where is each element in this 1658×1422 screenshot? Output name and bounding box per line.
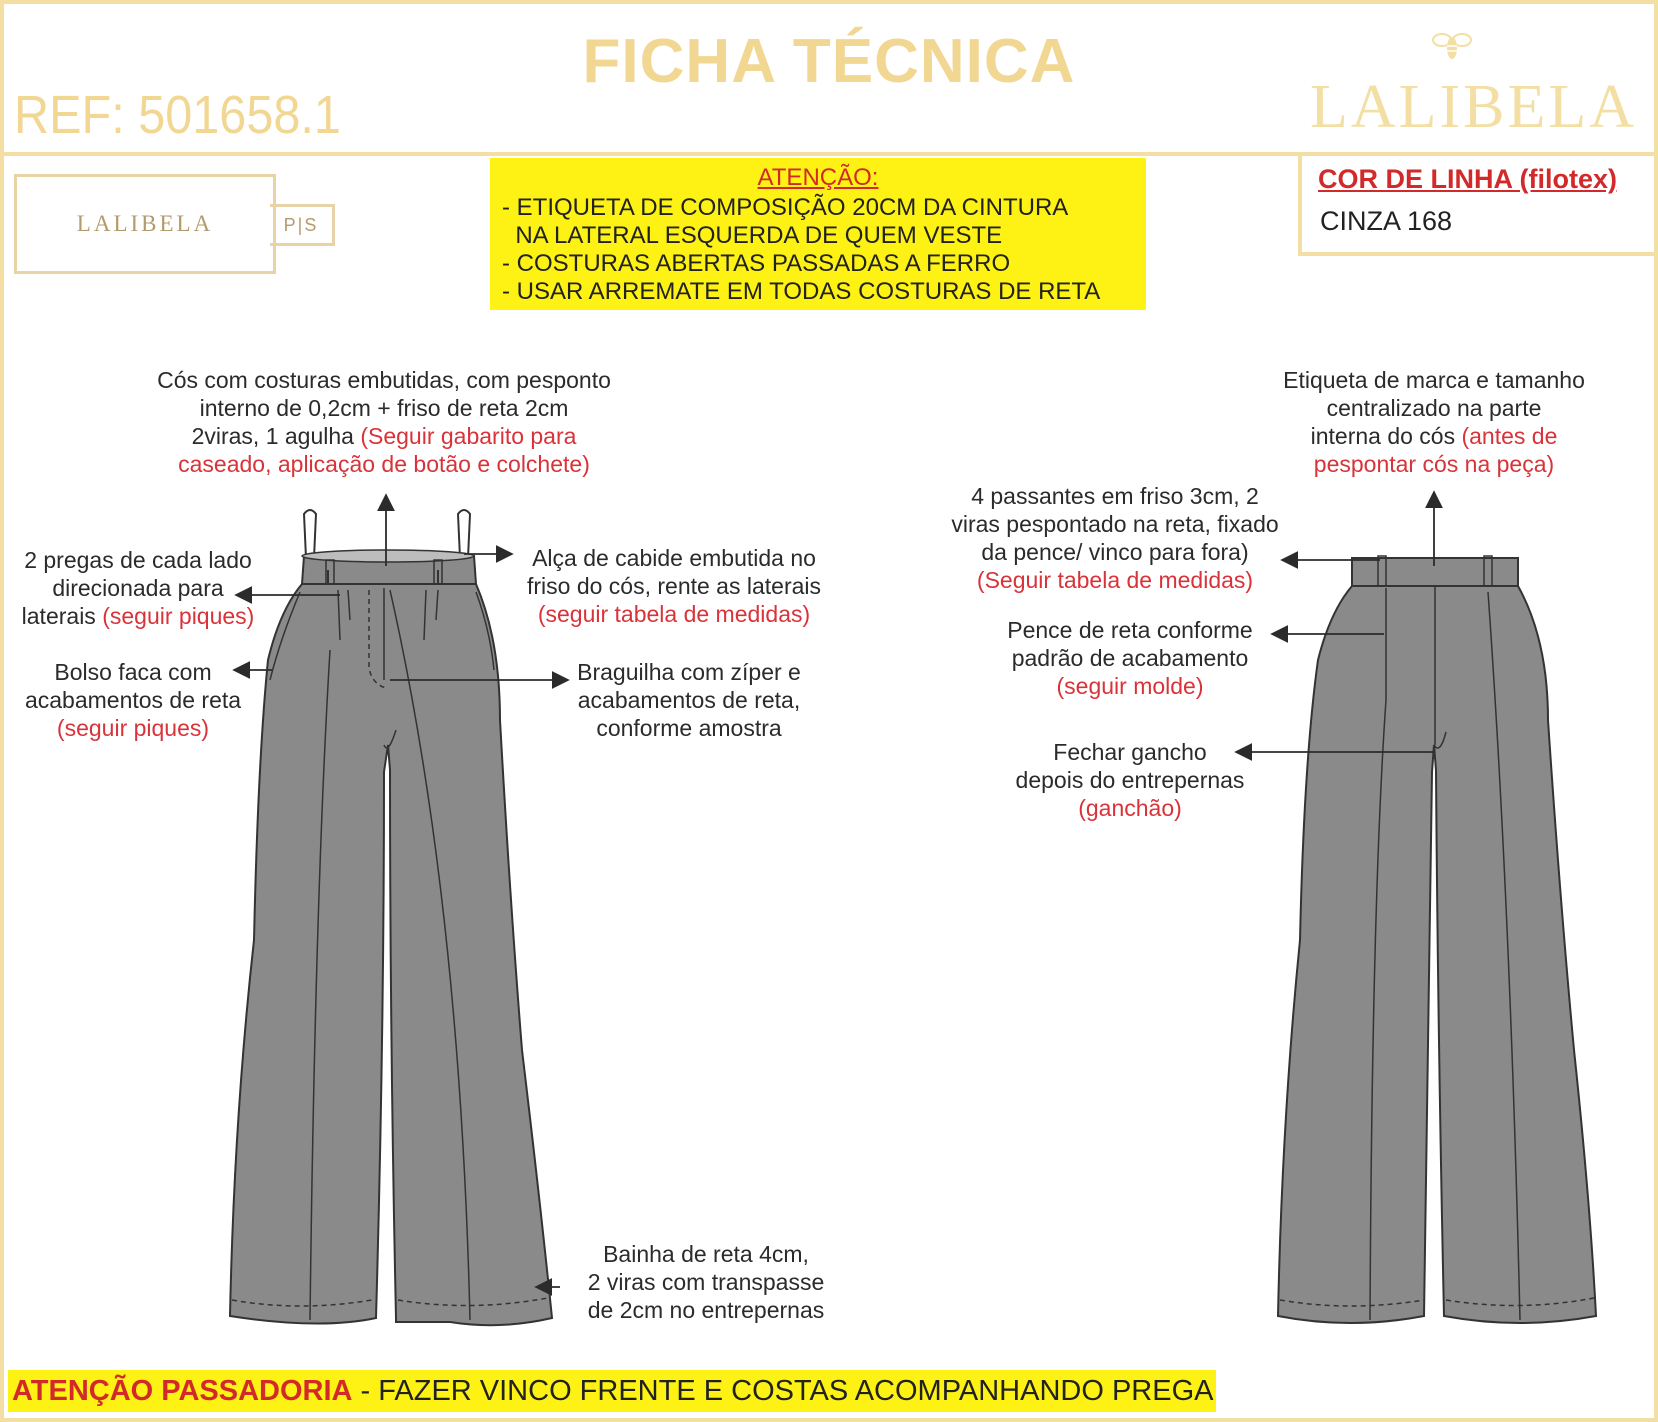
note-pleats: 2 pregas de cada lado direcionada para laterais (seguir piques) [21,547,255,629]
back-pants-drawing [1278,556,1596,1323]
thread-color-heading: COR DE LINHA (filotex) [1318,164,1617,194]
note-dart: Pence de reta conforme padrão de acabamento (seguir molde) [1007,617,1253,699]
attention-heading: ATENÇÃO: [757,164,879,191]
note-crotch: Fechar gancho depois do entrepernas (ganchão) [1015,739,1245,821]
note-hanger-loop: Alça de cabide embutida no friso do cós, rente as laterais (seguir tabela de medidas) [526,545,822,627]
footer-warning: ATENÇÃO PASSADORIA [12,1375,353,1407]
page-title: FICHA TÉCNICA [582,27,1076,96]
note-belt-loops: 4 passantes em friso 3cm, 2 viras pespontado na reta, fixado da pence/ vinco para fora) (Seguir tabela de medidas) [951,483,1279,593]
attention-line: - ETIQUETA DE COMPOSIÇÃO 20CM DA CINTURA [502,194,1069,221]
front-pants-drawing [230,510,552,1325]
footer-text: - FAZER VINCO FRENTE E COSTAS ACOMPANHANDO PREGA [352,1375,1214,1407]
attention-line: NA LATERAL ESQUERDA DE QUEM VESTE [502,222,1003,249]
thread-color-value: CINZA 168 [1320,206,1453,236]
attention-line: - USAR ARREMATE EM TODAS COSTURAS DE RETA [502,278,1101,305]
footer-banner [8,1370,1216,1412]
attention-line: - COSTURAS ABERTAS PASSADAS A FERRO [502,250,1011,277]
brand-label-text: LALIBELA [76,211,214,236]
size-tab: P|S [270,204,335,246]
note-brand-tag: Etiqueta de marca e tamanho centralizado na parte interna do cós (antes de pespontar cós na peça) [1283,367,1585,477]
note-waistband: Cós com costuras embutidas, com pesponto interno de 0,2cm + friso de reta 2cm 2viras, 1 agulha (Seguir gabarito para caseado, aplicação de botão e colchete) [157,367,611,477]
note-fly: Braguilha com zíper e acabamentos de reta, conforme amostra [577,659,801,741]
note-pocket: Bolso faca com acabamentos de reta (seguir piques) [24,659,242,741]
reference-code: REF: 501658.1 [14,85,341,145]
brand-logo: LALIBELA [1310,73,1638,141]
note-hem: Bainha de reta 4cm, 2 viras com transpasse de 2cm no entrepernas [587,1241,825,1323]
